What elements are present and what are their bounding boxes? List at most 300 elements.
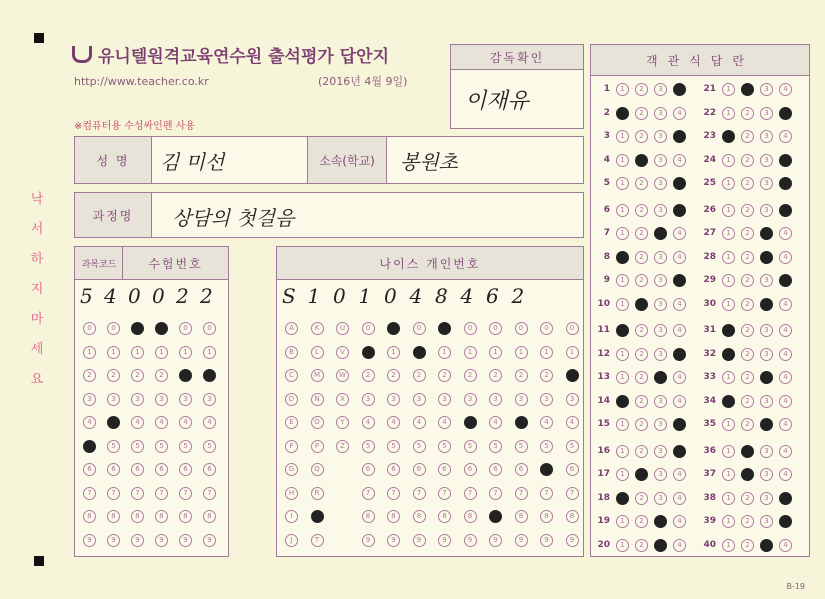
exam-bubble[interactable]: 3 — [155, 393, 168, 406]
nice-digit-bubble[interactable]: 9 — [515, 534, 528, 547]
answer-bubble[interactable]: 2 — [741, 204, 754, 217]
exam-bubble[interactable]: 0 — [179, 322, 192, 335]
answer-bubble[interactable]: 1 — [616, 371, 629, 384]
nice-letter-bubble[interactable]: V — [336, 346, 349, 359]
answer-bubble[interactable]: 3 — [760, 227, 773, 240]
nice-digit-bubble[interactable]: 2 — [387, 369, 400, 382]
answer-bubble[interactable]: 3 — [760, 107, 773, 120]
answer-bubble[interactable]: 3 — [760, 445, 773, 458]
nice-digit-bubble[interactable]: 5 — [413, 440, 426, 453]
answer-bubble[interactable]: 3 — [760, 83, 773, 96]
nice-digit-bubble[interactable]: 8 — [438, 510, 451, 523]
nice-digit-bubble[interactable]: 6 — [413, 463, 426, 476]
answer-bubble[interactable]: 3 — [760, 177, 773, 190]
answer-bubble[interactable]: 3 — [654, 274, 667, 287]
nice-letter-bubble[interactable]: I — [285, 510, 298, 523]
answer-bubble[interactable]: 4 — [673, 395, 686, 408]
nice-digit-bubble[interactable]: 8 — [489, 510, 502, 523]
answer-bubble[interactable]: 1 — [616, 274, 629, 287]
nice-letter-bubble[interactable]: B — [285, 346, 298, 359]
answer-bubble[interactable]: 4 — [779, 204, 792, 217]
answer-bubble[interactable]: 2 — [635, 348, 648, 361]
answer-bubble[interactable]: 2 — [635, 83, 648, 96]
exam-bubble[interactable]: 6 — [203, 463, 216, 476]
exam-bubble[interactable]: 9 — [107, 534, 120, 547]
exam-bubble[interactable]: 9 — [179, 534, 192, 547]
exam-bubble[interactable]: 4 — [203, 416, 216, 429]
nice-digit-bubble[interactable]: 9 — [540, 534, 553, 547]
nice-digit-bubble[interactable]: 7 — [362, 487, 375, 500]
exam-bubble[interactable]: 9 — [131, 534, 144, 547]
nice-digit-bubble[interactable]: 1 — [566, 346, 579, 359]
answer-bubble[interactable]: 4 — [779, 324, 792, 337]
exam-bubble[interactable]: 5 — [131, 440, 144, 453]
answer-bubble[interactable]: 3 — [654, 445, 667, 458]
answer-bubble[interactable]: 2 — [741, 177, 754, 190]
answer-bubble[interactable]: 2 — [741, 154, 754, 167]
exam-bubble[interactable]: 3 — [83, 393, 96, 406]
nice-digit-bubble[interactable]: 3 — [566, 393, 579, 406]
nice-digit-bubble[interactable]: 1 — [438, 346, 451, 359]
exam-bubble[interactable]: 9 — [155, 534, 168, 547]
answer-bubble[interactable]: 4 — [779, 539, 792, 552]
answer-bubble[interactable]: 1 — [722, 298, 735, 311]
answer-bubble[interactable]: 4 — [779, 348, 792, 361]
answer-bubble[interactable]: 4 — [779, 298, 792, 311]
exam-bubble[interactable]: 3 — [107, 393, 120, 406]
answer-bubble[interactable]: 4 — [673, 251, 686, 264]
exam-bubble[interactable]: 8 — [107, 510, 120, 523]
answer-bubble[interactable]: 2 — [635, 539, 648, 552]
nice-digit-bubble[interactable]: 3 — [387, 393, 400, 406]
exam-bubble[interactable]: 2 — [131, 369, 144, 382]
answer-bubble[interactable]: 2 — [635, 251, 648, 264]
nice-letter-bubble[interactable]: Q — [311, 463, 324, 476]
exam-bubble[interactable]: 2 — [83, 369, 96, 382]
nice-letter-bubble[interactable]: X — [336, 393, 349, 406]
answer-bubble[interactable]: 3 — [654, 130, 667, 143]
answer-bubble[interactable]: 1 — [722, 274, 735, 287]
answer-bubble[interactable]: 1 — [616, 83, 629, 96]
answer-bubble[interactable]: 1 — [722, 445, 735, 458]
nice-digit-bubble[interactable]: 5 — [515, 440, 528, 453]
answer-bubble[interactable]: 3 — [760, 274, 773, 287]
exam-bubble[interactable]: 2 — [107, 369, 120, 382]
answer-bubble[interactable]: 2 — [635, 227, 648, 240]
exam-bubble[interactable]: 7 — [203, 487, 216, 500]
exam-bubble[interactable]: 1 — [107, 346, 120, 359]
answer-bubble[interactable]: 3 — [654, 515, 667, 528]
exam-bubble[interactable]: 9 — [203, 534, 216, 547]
exam-bubble[interactable]: 2 — [155, 369, 168, 382]
nice-digit-bubble[interactable]: 6 — [438, 463, 451, 476]
exam-bubble[interactable]: 1 — [203, 346, 216, 359]
answer-bubble[interactable]: 4 — [673, 445, 686, 458]
answer-bubble[interactable]: 1 — [722, 83, 735, 96]
nice-letter-bubble[interactable]: G — [285, 463, 298, 476]
answer-bubble[interactable]: 3 — [760, 204, 773, 217]
exam-bubble[interactable]: 1 — [179, 346, 192, 359]
nice-digit-bubble[interactable]: 2 — [438, 369, 451, 382]
exam-bubble[interactable]: 5 — [179, 440, 192, 453]
answer-bubble[interactable]: 1 — [722, 177, 735, 190]
nice-digit-bubble[interactable]: 2 — [489, 369, 502, 382]
nice-digit-bubble[interactable]: 1 — [387, 346, 400, 359]
answer-bubble[interactable]: 1 — [616, 492, 629, 505]
exam-bubble[interactable]: 0 — [155, 322, 168, 335]
answer-bubble[interactable]: 4 — [673, 107, 686, 120]
answer-bubble[interactable]: 3 — [654, 324, 667, 337]
answer-bubble[interactable]: 1 — [616, 539, 629, 552]
answer-bubble[interactable]: 2 — [635, 204, 648, 217]
answer-bubble[interactable]: 2 — [635, 177, 648, 190]
exam-bubble[interactable]: 7 — [179, 487, 192, 500]
exam-bubble[interactable]: 8 — [131, 510, 144, 523]
answer-bubble[interactable]: 2 — [741, 83, 754, 96]
nice-digit-bubble[interactable]: 8 — [464, 510, 477, 523]
answer-bubble[interactable]: 3 — [654, 348, 667, 361]
answer-bubble[interactable]: 3 — [760, 515, 773, 528]
answer-bubble[interactable]: 4 — [673, 468, 686, 481]
exam-bubble[interactable]: 8 — [179, 510, 192, 523]
exam-bubble[interactable]: 5 — [83, 440, 96, 453]
nice-letter-bubble[interactable]: R — [311, 487, 324, 500]
nice-digit-bubble[interactable]: 8 — [515, 510, 528, 523]
nice-digit-bubble[interactable]: 7 — [566, 487, 579, 500]
answer-bubble[interactable]: 4 — [779, 515, 792, 528]
answer-bubble[interactable]: 3 — [654, 107, 667, 120]
exam-bubble[interactable]: 7 — [107, 487, 120, 500]
answer-bubble[interactable]: 1 — [722, 154, 735, 167]
exam-bubble[interactable]: 4 — [179, 416, 192, 429]
answer-bubble[interactable]: 3 — [654, 418, 667, 431]
nice-digit-bubble[interactable]: 3 — [362, 393, 375, 406]
answer-bubble[interactable]: 2 — [741, 348, 754, 361]
nice-digit-bubble[interactable]: 2 — [515, 369, 528, 382]
answer-bubble[interactable]: 3 — [760, 324, 773, 337]
nice-digit-bubble[interactable]: 9 — [438, 534, 451, 547]
nice-letter-bubble[interactable]: N — [311, 393, 324, 406]
nice-digit-bubble[interactable]: 9 — [413, 534, 426, 547]
nice-letter-bubble[interactable]: H — [285, 487, 298, 500]
nice-digit-bubble[interactable]: 5 — [489, 440, 502, 453]
answer-bubble[interactable]: 4 — [779, 468, 792, 481]
nice-digit-bubble[interactable]: 0 — [515, 322, 528, 335]
exam-bubble[interactable]: 8 — [83, 510, 96, 523]
nice-digit-bubble[interactable]: 8 — [540, 510, 553, 523]
answer-bubble[interactable]: 3 — [760, 492, 773, 505]
nice-letter-bubble[interactable]: Y — [336, 416, 349, 429]
answer-bubble[interactable]: 4 — [673, 348, 686, 361]
answer-bubble[interactable]: 3 — [760, 348, 773, 361]
answer-bubble[interactable]: 4 — [673, 154, 686, 167]
answer-bubble[interactable]: 4 — [673, 515, 686, 528]
nice-digit-bubble[interactable]: 4 — [387, 416, 400, 429]
answer-bubble[interactable]: 4 — [779, 83, 792, 96]
nice-digit-bubble[interactable]: 8 — [387, 510, 400, 523]
answer-bubble[interactable]: 4 — [779, 395, 792, 408]
answer-bubble[interactable]: 4 — [779, 371, 792, 384]
exam-bubble[interactable]: 8 — [155, 510, 168, 523]
nice-letter-bubble[interactable]: A — [285, 322, 298, 335]
answer-bubble[interactable]: 1 — [722, 204, 735, 217]
nice-digit-bubble[interactable]: 1 — [464, 346, 477, 359]
answer-bubble[interactable]: 4 — [673, 324, 686, 337]
exam-bubble[interactable]: 5 — [203, 440, 216, 453]
answer-bubble[interactable]: 2 — [741, 130, 754, 143]
nice-digit-bubble[interactable]: 9 — [566, 534, 579, 547]
nice-digit-bubble[interactable]: 1 — [515, 346, 528, 359]
nice-digit-bubble[interactable]: 2 — [464, 369, 477, 382]
answer-bubble[interactable]: 4 — [779, 227, 792, 240]
answer-bubble[interactable]: 4 — [779, 154, 792, 167]
nice-digit-bubble[interactable]: 0 — [540, 322, 553, 335]
exam-bubble[interactable]: 8 — [203, 510, 216, 523]
answer-bubble[interactable]: 2 — [635, 298, 648, 311]
nice-digit-bubble[interactable]: 1 — [489, 346, 502, 359]
answer-bubble[interactable]: 2 — [741, 107, 754, 120]
nice-digit-bubble[interactable]: 7 — [413, 487, 426, 500]
exam-bubble[interactable]: 1 — [83, 346, 96, 359]
answer-bubble[interactable]: 4 — [673, 539, 686, 552]
nice-digit-bubble[interactable]: 4 — [438, 416, 451, 429]
exam-bubble[interactable]: 2 — [203, 369, 216, 382]
answer-bubble[interactable]: 2 — [741, 468, 754, 481]
answer-bubble[interactable]: 3 — [654, 154, 667, 167]
nice-digit-bubble[interactable]: 6 — [464, 463, 477, 476]
nice-digit-bubble[interactable]: 4 — [413, 416, 426, 429]
nice-digit-bubble[interactable]: 9 — [489, 534, 502, 547]
nice-digit-bubble[interactable]: 4 — [566, 416, 579, 429]
answer-bubble[interactable]: 3 — [654, 83, 667, 96]
nice-letter-bubble[interactable]: L — [311, 346, 324, 359]
exam-bubble[interactable]: 4 — [155, 416, 168, 429]
answer-bubble[interactable]: 3 — [760, 371, 773, 384]
answer-bubble[interactable]: 2 — [635, 274, 648, 287]
answer-bubble[interactable]: 1 — [616, 204, 629, 217]
answer-bubble[interactable]: 4 — [779, 274, 792, 287]
nice-digit-bubble[interactable]: 4 — [540, 416, 553, 429]
nice-digit-bubble[interactable]: 4 — [515, 416, 528, 429]
answer-bubble[interactable]: 2 — [741, 371, 754, 384]
answer-bubble[interactable]: 2 — [741, 274, 754, 287]
answer-bubble[interactable]: 4 — [673, 371, 686, 384]
exam-bubble[interactable]: 5 — [107, 440, 120, 453]
nice-digit-bubble[interactable]: 0 — [566, 322, 579, 335]
answer-bubble[interactable]: 2 — [635, 515, 648, 528]
nice-letter-bubble[interactable]: S — [311, 510, 324, 523]
answer-bubble[interactable]: 4 — [673, 177, 686, 190]
answer-bubble[interactable]: 2 — [741, 539, 754, 552]
answer-bubble[interactable]: 1 — [616, 468, 629, 481]
answer-bubble[interactable]: 1 — [722, 324, 735, 337]
nice-digit-bubble[interactable]: 6 — [489, 463, 502, 476]
nice-letter-bubble[interactable]: C — [285, 369, 298, 382]
nice-digit-bubble[interactable]: 0 — [362, 322, 375, 335]
nice-digit-bubble[interactable]: 0 — [438, 322, 451, 335]
nice-letter-bubble[interactable]: P — [311, 440, 324, 453]
answer-bubble[interactable]: 3 — [654, 251, 667, 264]
exam-bubble[interactable]: 3 — [131, 393, 144, 406]
nice-letter-bubble[interactable]: J — [285, 534, 298, 547]
answer-bubble[interactable]: 4 — [779, 418, 792, 431]
nice-digit-bubble[interactable]: 1 — [362, 346, 375, 359]
nice-digit-bubble[interactable]: 3 — [540, 393, 553, 406]
answer-bubble[interactable]: 4 — [779, 177, 792, 190]
answer-bubble[interactable]: 4 — [779, 445, 792, 458]
answer-bubble[interactable]: 4 — [673, 83, 686, 96]
answer-bubble[interactable]: 1 — [616, 251, 629, 264]
answer-bubble[interactable]: 1 — [722, 348, 735, 361]
answer-bubble[interactable]: 4 — [673, 418, 686, 431]
answer-bubble[interactable]: 1 — [616, 395, 629, 408]
nice-digit-bubble[interactable]: 6 — [362, 463, 375, 476]
nice-digit-bubble[interactable]: 3 — [489, 393, 502, 406]
answer-bubble[interactable]: 3 — [654, 492, 667, 505]
nice-digit-bubble[interactable]: 4 — [362, 416, 375, 429]
answer-bubble[interactable]: 1 — [722, 515, 735, 528]
exam-bubble[interactable]: 7 — [155, 487, 168, 500]
nice-digit-bubble[interactable]: 0 — [387, 322, 400, 335]
answer-bubble[interactable]: 2 — [635, 492, 648, 505]
answer-bubble[interactable]: 1 — [616, 107, 629, 120]
answer-bubble[interactable]: 3 — [654, 298, 667, 311]
answer-bubble[interactable]: 4 — [779, 251, 792, 264]
nice-digit-bubble[interactable]: 7 — [464, 487, 477, 500]
answer-bubble[interactable]: 1 — [616, 324, 629, 337]
answer-bubble[interactable]: 1 — [722, 227, 735, 240]
answer-bubble[interactable]: 3 — [654, 227, 667, 240]
answer-bubble[interactable]: 1 — [722, 395, 735, 408]
answer-bubble[interactable]: 3 — [760, 395, 773, 408]
answer-bubble[interactable]: 2 — [635, 107, 648, 120]
answer-bubble[interactable]: 2 — [635, 418, 648, 431]
answer-bubble[interactable]: 3 — [760, 418, 773, 431]
nice-digit-bubble[interactable]: 5 — [566, 440, 579, 453]
nice-digit-bubble[interactable]: 6 — [515, 463, 528, 476]
answer-bubble[interactable]: 4 — [779, 107, 792, 120]
answer-bubble[interactable]: 1 — [616, 445, 629, 458]
answer-bubble[interactable]: 3 — [760, 298, 773, 311]
exam-bubble[interactable]: 6 — [155, 463, 168, 476]
answer-bubble[interactable]: 3 — [760, 468, 773, 481]
exam-bubble[interactable]: 4 — [131, 416, 144, 429]
exam-bubble[interactable]: 6 — [131, 463, 144, 476]
exam-bubble[interactable]: 7 — [83, 487, 96, 500]
nice-digit-bubble[interactable]: 3 — [438, 393, 451, 406]
answer-bubble[interactable]: 1 — [616, 418, 629, 431]
answer-bubble[interactable]: 1 — [616, 154, 629, 167]
answer-bubble[interactable]: 2 — [635, 371, 648, 384]
answer-bubble[interactable]: 3 — [654, 177, 667, 190]
answer-bubble[interactable]: 2 — [635, 468, 648, 481]
answer-bubble[interactable]: 2 — [741, 324, 754, 337]
answer-bubble[interactable]: 1 — [722, 130, 735, 143]
answer-bubble[interactable]: 4 — [673, 227, 686, 240]
answer-bubble[interactable]: 2 — [741, 418, 754, 431]
nice-letter-bubble[interactable]: K — [311, 322, 324, 335]
answer-bubble[interactable]: 1 — [722, 251, 735, 264]
exam-bubble[interactable]: 0 — [83, 322, 96, 335]
answer-bubble[interactable]: 3 — [654, 468, 667, 481]
answer-bubble[interactable]: 2 — [741, 227, 754, 240]
answer-bubble[interactable]: 4 — [673, 204, 686, 217]
answer-bubble[interactable]: 2 — [635, 154, 648, 167]
answer-bubble[interactable]: 2 — [741, 395, 754, 408]
answer-bubble[interactable]: 3 — [654, 371, 667, 384]
exam-bubble[interactable]: 6 — [83, 463, 96, 476]
answer-bubble[interactable]: 4 — [673, 492, 686, 505]
answer-bubble[interactable]: 1 — [722, 418, 735, 431]
answer-bubble[interactable]: 2 — [741, 298, 754, 311]
exam-bubble[interactable]: 4 — [83, 416, 96, 429]
nice-digit-bubble[interactable]: 8 — [362, 510, 375, 523]
nice-letter-bubble[interactable]: W — [336, 369, 349, 382]
answer-bubble[interactable]: 1 — [722, 539, 735, 552]
nice-digit-bubble[interactable]: 7 — [540, 487, 553, 500]
answer-bubble[interactable]: 3 — [760, 154, 773, 167]
exam-bubble[interactable]: 0 — [203, 322, 216, 335]
answer-bubble[interactable]: 1 — [616, 177, 629, 190]
nice-digit-bubble[interactable]: 8 — [566, 510, 579, 523]
answer-bubble[interactable]: 4 — [779, 492, 792, 505]
answer-bubble[interactable]: 2 — [741, 515, 754, 528]
answer-bubble[interactable]: 4 — [673, 274, 686, 287]
exam-bubble[interactable]: 5 — [155, 440, 168, 453]
answer-bubble[interactable]: 1 — [722, 107, 735, 120]
exam-bubble[interactable]: 3 — [203, 393, 216, 406]
answer-bubble[interactable]: 3 — [654, 539, 667, 552]
nice-letter-bubble[interactable]: T — [311, 534, 324, 547]
exam-bubble[interactable]: 7 — [131, 487, 144, 500]
exam-bubble[interactable]: 2 — [179, 369, 192, 382]
answer-bubble[interactable]: 1 — [616, 227, 629, 240]
nice-letter-bubble[interactable]: E — [285, 416, 298, 429]
exam-bubble[interactable]: 6 — [179, 463, 192, 476]
nice-digit-bubble[interactable]: 5 — [540, 440, 553, 453]
answer-bubble[interactable]: 2 — [635, 445, 648, 458]
answer-bubble[interactable]: 4 — [779, 130, 792, 143]
answer-bubble[interactable]: 3 — [654, 395, 667, 408]
answer-bubble[interactable]: 2 — [635, 130, 648, 143]
nice-digit-bubble[interactable]: 8 — [413, 510, 426, 523]
answer-bubble[interactable]: 3 — [760, 251, 773, 264]
nice-digit-bubble[interactable]: 0 — [413, 322, 426, 335]
nice-digit-bubble[interactable]: 6 — [387, 463, 400, 476]
answer-bubble[interactable]: 2 — [635, 395, 648, 408]
answer-bubble[interactable]: 1 — [616, 515, 629, 528]
nice-digit-bubble[interactable]: 2 — [413, 369, 426, 382]
nice-digit-bubble[interactable]: 5 — [362, 440, 375, 453]
nice-digit-bubble[interactable]: 9 — [464, 534, 477, 547]
nice-digit-bubble[interactable]: 5 — [438, 440, 451, 453]
nice-digit-bubble[interactable]: 0 — [464, 322, 477, 335]
answer-bubble[interactable]: 2 — [741, 251, 754, 264]
nice-digit-bubble[interactable]: 5 — [387, 440, 400, 453]
nice-digit-bubble[interactable]: 5 — [464, 440, 477, 453]
nice-digit-bubble[interactable]: 9 — [362, 534, 375, 547]
answer-bubble[interactable]: 4 — [673, 298, 686, 311]
exam-bubble[interactable]: 0 — [131, 322, 144, 335]
nice-letter-bubble[interactable]: F — [285, 440, 298, 453]
nice-digit-bubble[interactable]: 3 — [413, 393, 426, 406]
nice-digit-bubble[interactable]: 6 — [540, 463, 553, 476]
answer-bubble[interactable]: 1 — [616, 348, 629, 361]
nice-digit-bubble[interactable]: 3 — [515, 393, 528, 406]
nice-digit-bubble[interactable]: 2 — [540, 369, 553, 382]
answer-bubble[interactable]: 2 — [741, 492, 754, 505]
answer-bubble[interactable]: 1 — [722, 468, 735, 481]
